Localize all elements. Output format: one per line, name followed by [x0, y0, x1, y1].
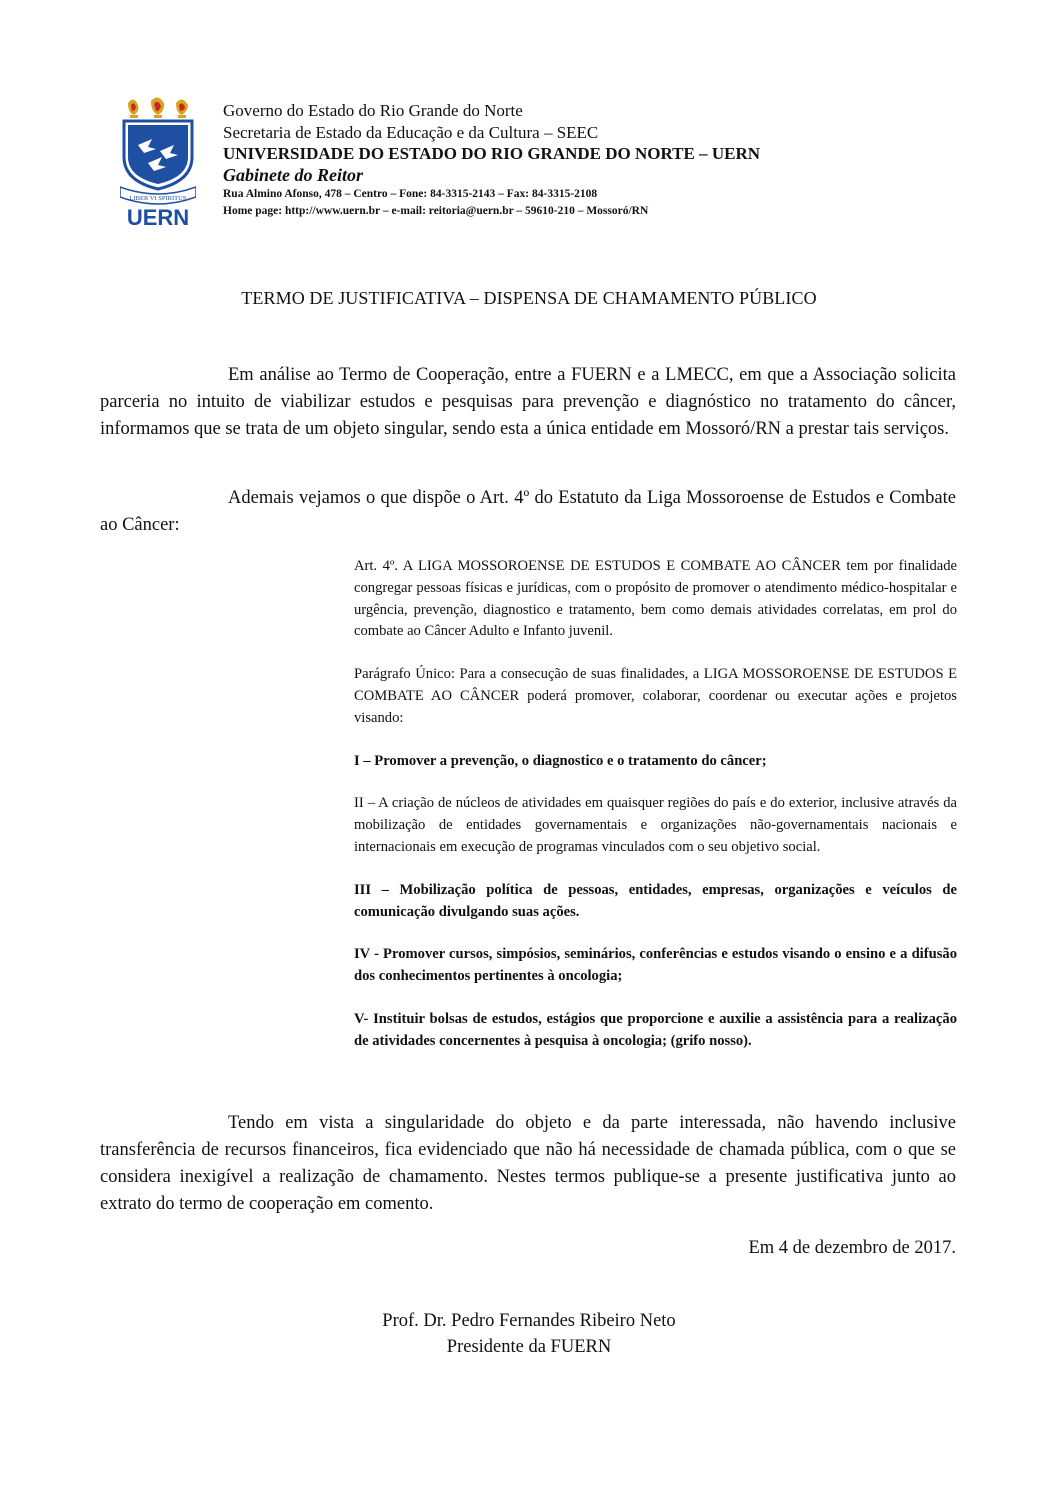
quote-item-iv: IV - Promover cursos, simpósios, seminários, conferências e estudos visando o ensino e a difusão dos conhecimentos pertinentes à oncologia;	[354, 946, 957, 985]
quote-item-ii: II – A criação de núcleos de atividades em quaisquer regiões do país e do exterior, inclusive através da mobilização de entidades governamentais e organizações não-governamentais nacionais e internacionais em execução de programas vinculados com o seu objetivo social.	[354, 795, 957, 855]
header-line-secretariat: Secretaria de Estado da Educação e da Cultura – SEEC	[223, 122, 599, 142]
quote-item-iii: III – Mobilização política de pessoas, entidades, empresas, organizações e veículos de comunicação divulgando suas ações.	[354, 881, 957, 920]
paragraph-conclusion-text: Tendo em vista a singularidade do objeto e da parte interessada, não havendo inclusive transferência de recursos financeiros, fica evidenciado que não há necessidade de chamada pública, com o que se considera inexigível a realização de chamamento. Nestes termos publique-se a presente justificativa junto ao extrato do termo de cooperação em comento.	[100, 1113, 956, 1214]
paragraph-statute-reference	[100, 485, 956, 539]
logo-text: UERN	[126, 205, 190, 230]
paragraph-intro-text: Em análise ao Termo de Cooperação, entre a FUERN e a LMECC, em que a Associação solicita parceria no intuito de viabilizar estudos e pesquisas para prevenção e diagnóstico no tratamento do câncer, informamos que se trata de um objeto singular, sendo esta a única entidade em Mossoró/RN a prestar tais serviços.	[100, 365, 956, 439]
uern-logo	[120, 97, 196, 231]
header-line-contact: Home page: http://www.uern.br – e-mail: reitoria@uern.br – 59610-210 – Mossoró/RN	[223, 205, 649, 217]
torch-icon	[151, 97, 164, 118]
paragraph-conclusion	[100, 1110, 956, 1218]
document-date: Em 4 de dezembro de 2017.	[748, 1238, 956, 1258]
quote-item-i: I – Promover a prevenção, o diagnostico e o tratamento do câncer;	[354, 752, 767, 769]
quote-article-4: Art. 4º. A LIGA MOSSOROENSE DE ESTUDOS E COMBATE AO CÂNCER tem por finalidade congregar pessoas físicas e jurídicas, com o propósito de promover o atendimento médico-hospitalar e urgência, prevenção, diagnostico e tratamento, bem como demais atividades correlatas, em prol do combate ao Câncer Adulto e Infanto juvenil.	[354, 558, 957, 640]
paragraph-intro	[100, 362, 956, 443]
torch-icon	[176, 99, 188, 118]
signatory-name: Prof. Dr. Pedro Fernandes Ribeiro Neto	[382, 1311, 676, 1331]
signature-block	[329, 1308, 729, 1360]
statute-quote	[354, 556, 957, 1074]
document-title: TERMO DE JUSTIFICATIVA – DISPENSA DE CHAMAMENTO PÚBLICO	[241, 288, 817, 308]
logo-motto: LIBER VI SPIRITUS	[129, 195, 187, 202]
letterhead	[223, 100, 943, 220]
quote-item-v: V- Instituir bolsas de estudos, estágios que proporcione e auxilie a assistência para a realização de atividades concernentes à pesquisa à oncologia; (grifo nosso).	[354, 1010, 957, 1049]
quote-sole-paragraph: Parágrafo Único: Para a consecução de suas finalidades, a LIGA MOSSOROENSE DE ESTUDOS E COMBATE AO CÂNCER poderá promover, colaborar, coordenar ou executar ações e projetos visando:	[354, 666, 957, 726]
signatory-role: Presidente da FUERN	[446, 1337, 612, 1357]
header-line-address: Rua Almino Afonso, 478 – Centro – Fone: 84-3315-2143 – Fax: 84-3315-2108	[223, 188, 598, 200]
header-line-university: UNIVERSIDADE DO ESTADO DO RIO GRANDE DO NORTE – UERN	[223, 144, 761, 163]
header-line-office: Gabinete do Reitor	[223, 164, 363, 185]
torch-icon	[128, 99, 139, 118]
paragraph-statute-reference-text: Ademais vejamos o que dispõe o Art. 4º do Estatuto da Liga Mossoroense de Estudos e Combate ao Câncer:	[100, 488, 956, 535]
header-line-government: Governo do Estado do Rio Grande do Norte	[223, 101, 523, 120]
